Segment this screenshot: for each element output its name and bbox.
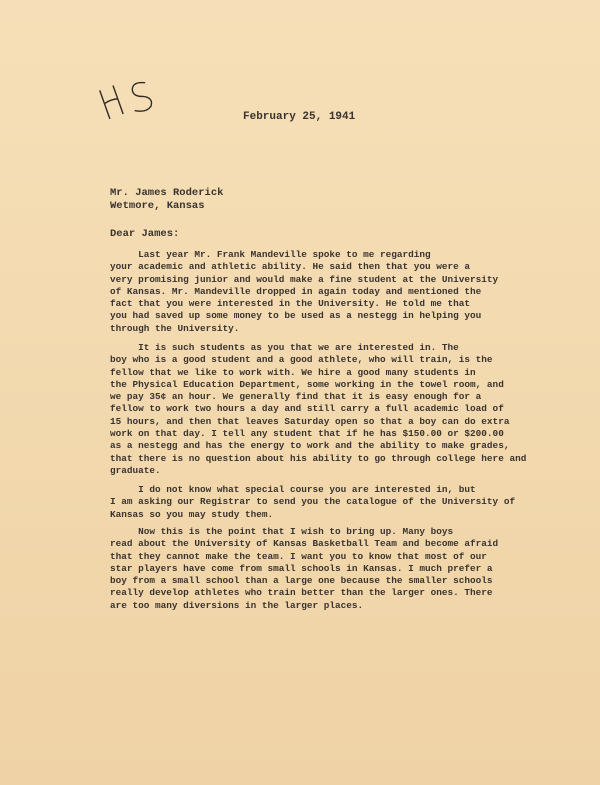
handwritten-hs-mark <box>93 71 170 125</box>
paragraph-line: Last year Mr. Frank Mandeville spoke to me regarding <box>110 249 431 260</box>
paragraph-line: fact that you were interested in the University. He told me that <box>110 298 471 310</box>
paragraph-line: the Physical Education Department, some working in the towel room, and <box>110 378 504 390</box>
paragraph-line: you had saved up some money to be used as a nestegg in helping you <box>110 310 482 322</box>
paragraph-line: It is such students as you that we are interested in. The <box>110 342 459 353</box>
paragraph-line: as a nestegg and has the energy to work and the ability to make grades, <box>110 440 510 452</box>
paragraph-line: fellow that we like to work with. We hire a good many students in <box>110 366 476 378</box>
paragraph-line: of Kansas. Mr. Mandeville dropped in again today and mentioned the <box>110 285 482 297</box>
recipient-location: Wetmore, Kansas <box>110 200 205 212</box>
paragraph-line: really develop athletes who train better than the larger ones. There <box>110 587 493 599</box>
paragraph-line: read about the University of Kansas Basketball Team and become afraid <box>110 538 499 550</box>
paragraph-1 <box>110 249 550 335</box>
paragraph-line: boy who is a good student and a good athlete, who will train, is the <box>110 354 493 366</box>
paragraph-line: are too many diversions in the larger places. <box>110 599 364 611</box>
paragraph-line: work on that day. I tell any student that if he has $150.00 or $200.00 <box>110 428 504 440</box>
paragraph-4 <box>110 526 550 612</box>
handwritten-annotation <box>93 71 170 125</box>
paragraph-line: Kansas so you may study them. <box>110 508 274 520</box>
paragraph-line: that they cannot make the team. I want you to know that most of our <box>110 550 487 562</box>
paragraph-line: boy from a small school than a large one because the smaller schools <box>110 575 493 587</box>
salutation: Dear James: <box>110 228 180 240</box>
paragraph-line: that there is no question about his ability to go through college here and <box>110 452 527 464</box>
paragraph-line: very promising junior and would make a fine student at the University <box>110 273 499 285</box>
paragraph-line: I am asking our Registrar to send you the catalogue of the University of <box>110 496 516 508</box>
paragraph-3 <box>110 484 550 521</box>
paragraph-line: your academic and athletic ability. He said then that you were a <box>110 261 471 273</box>
paragraph-line: fellow to work two hours a day and still carry a full academic load of <box>110 403 504 415</box>
paragraph-2 <box>110 342 550 477</box>
recipient-address <box>110 187 223 213</box>
paragraph-line: I do not know what special course you are interested in, but <box>110 484 476 495</box>
paragraph-line: Now this is the point that I wish to bring up. Many boys <box>110 526 454 537</box>
paragraph-line: 15 hours, and then that leaves Saturday open so that a boy can do extra <box>110 415 510 427</box>
paragraph-line: graduate. <box>110 464 161 476</box>
paragraph-line: through the University. <box>110 322 240 334</box>
letter-date: February 25, 1941 <box>243 111 356 123</box>
paragraph-line: we pay 35¢ an hour. We generally find that it is easy enough for a <box>110 391 482 403</box>
paragraph-line: star players have come from small schools in Kansas. I much prefer a <box>110 562 493 574</box>
recipient-name: Mr. James Roderick <box>110 187 224 199</box>
